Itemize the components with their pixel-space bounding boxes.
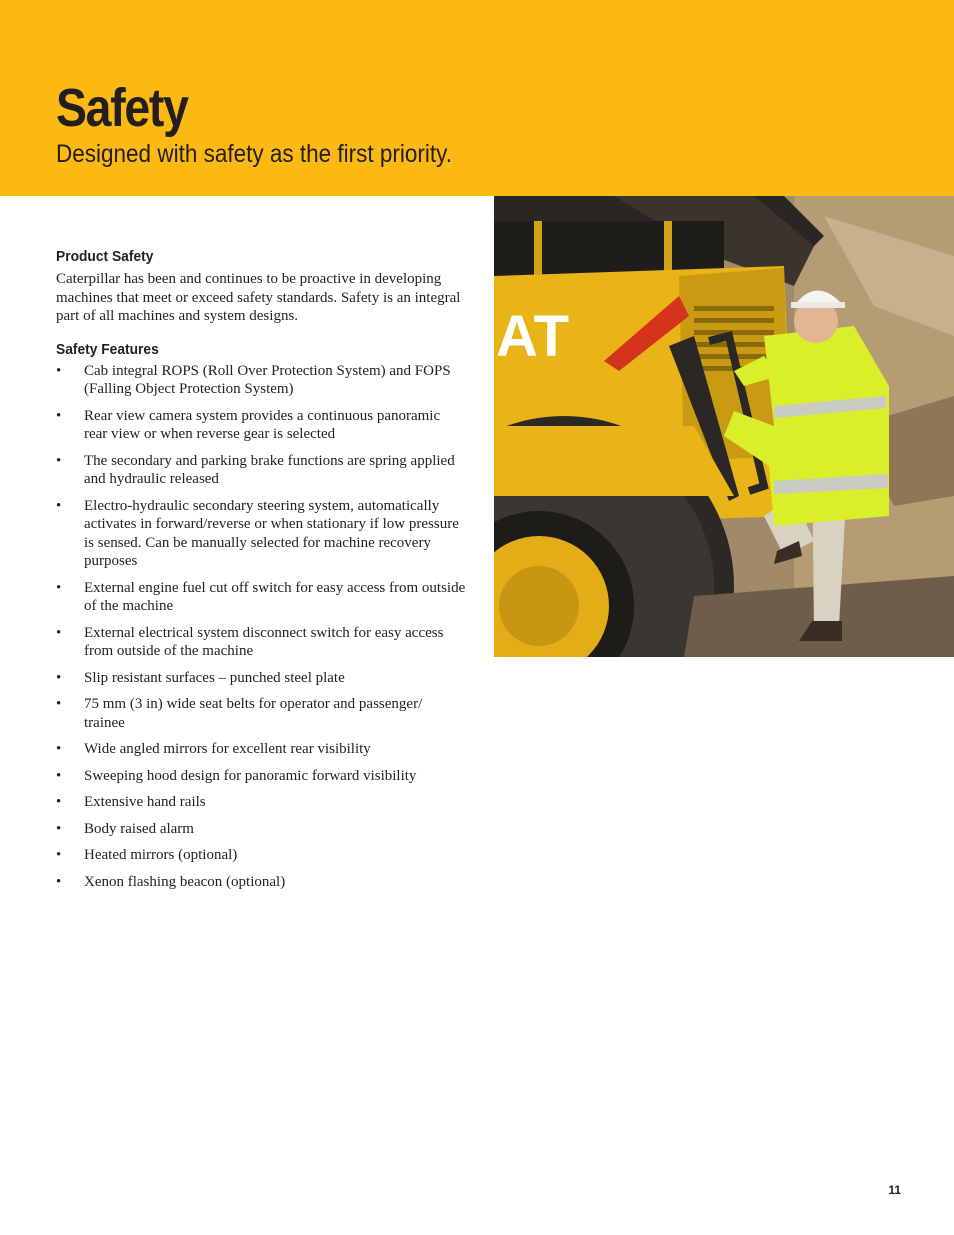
list-item (56, 452, 466, 489)
page-subtitle: Designed with safety as the first priority. (56, 140, 452, 168)
fender (494, 426, 734, 496)
list-item (56, 624, 466, 661)
list-item (56, 793, 466, 812)
list-item (56, 669, 466, 688)
bullet-icon: • (56, 794, 62, 810)
cab-pillar (534, 221, 542, 281)
list-item (56, 579, 466, 616)
list-item-text: Xenon flashing beacon (optional) (84, 873, 286, 890)
bullet-icon: • (56, 767, 62, 784)
photo-worker-climbing-machine (494, 196, 954, 657)
photo-illustration (494, 196, 954, 657)
product-safety-heading: Product Safety (56, 248, 154, 265)
bullet-icon: • (56, 696, 62, 712)
list-item (56, 497, 466, 571)
list-item-text: 75 mm (3 in) wide seat belts for operator and passenger/ trainee (84, 696, 423, 731)
bullet-icon: • (56, 362, 62, 379)
list-item-text: Sweeping hood design for panoramic forward visibility (84, 767, 417, 784)
list-item (56, 846, 466, 865)
list-item-text: Cab integral ROPS (Roll Over Protection System) and FOPS (Falling Object Protection System) (84, 362, 451, 397)
bullet-icon: • (56, 847, 62, 863)
wheel-hub (499, 566, 579, 646)
product-safety-body: Caterpillar has been and continues to be proactive in developing machines that meet or exceed safety standards. Safety is an integral part of all machines and system designs. (56, 271, 461, 324)
bullet-icon: • (56, 407, 62, 424)
bullet-icon: • (56, 669, 62, 686)
bullet-icon: • (56, 820, 62, 837)
list-item (56, 820, 466, 839)
list-item-text: Wide angled mirrors for excellent rear visibility (84, 741, 371, 757)
cat-decal-text: AT (496, 304, 570, 369)
text-column (56, 248, 466, 899)
safety-features-section (56, 341, 466, 892)
product-safety-section (56, 248, 466, 326)
hard-hat-brim (791, 302, 845, 308)
bullet-icon: • (56, 741, 62, 757)
header-banner (0, 0, 954, 196)
list-item-text: External engine fuel cut off switch for easy access from outside of the machine (84, 579, 466, 614)
list-item (56, 407, 466, 444)
list-item (56, 740, 466, 759)
bullet-icon: • (56, 624, 62, 641)
bullet-icon: • (56, 579, 62, 596)
list-item-text: Body raised alarm (84, 820, 194, 837)
safety-features-heading: Safety Features (56, 340, 159, 358)
list-item-text: Electro-hydraulic secondary steering system, automatically activates in forward/reverse or when stationary if low pressure is sensed. Can be manually selected for machine recovery purposes (84, 497, 459, 569)
safety-features-list (56, 362, 466, 892)
page-title: Safety (56, 78, 188, 138)
list-item-text: Extensive hand rails (84, 794, 206, 810)
list-item-text: External electrical system disconnect switch for easy access from outside of the machine (84, 624, 444, 659)
bullet-icon: • (56, 873, 62, 890)
list-item (56, 695, 466, 732)
list-item (56, 362, 466, 399)
list-item-text: Slip resistant surfaces – punched steel plate (84, 669, 345, 686)
list-item-text: Heated mirrors (optional) (84, 847, 238, 863)
page-number: 11 (888, 1183, 901, 1197)
list-item-text: The secondary and parking brake functions are spring applied and hydraulic released (84, 452, 455, 487)
bullet-icon: • (56, 452, 62, 469)
bullet-icon: • (56, 497, 62, 514)
list-item-text: Rear view camera system provides a continuous panoramic rear view or when reverse gear is selected (84, 407, 441, 442)
list-item (56, 767, 466, 786)
list-item (56, 873, 466, 892)
